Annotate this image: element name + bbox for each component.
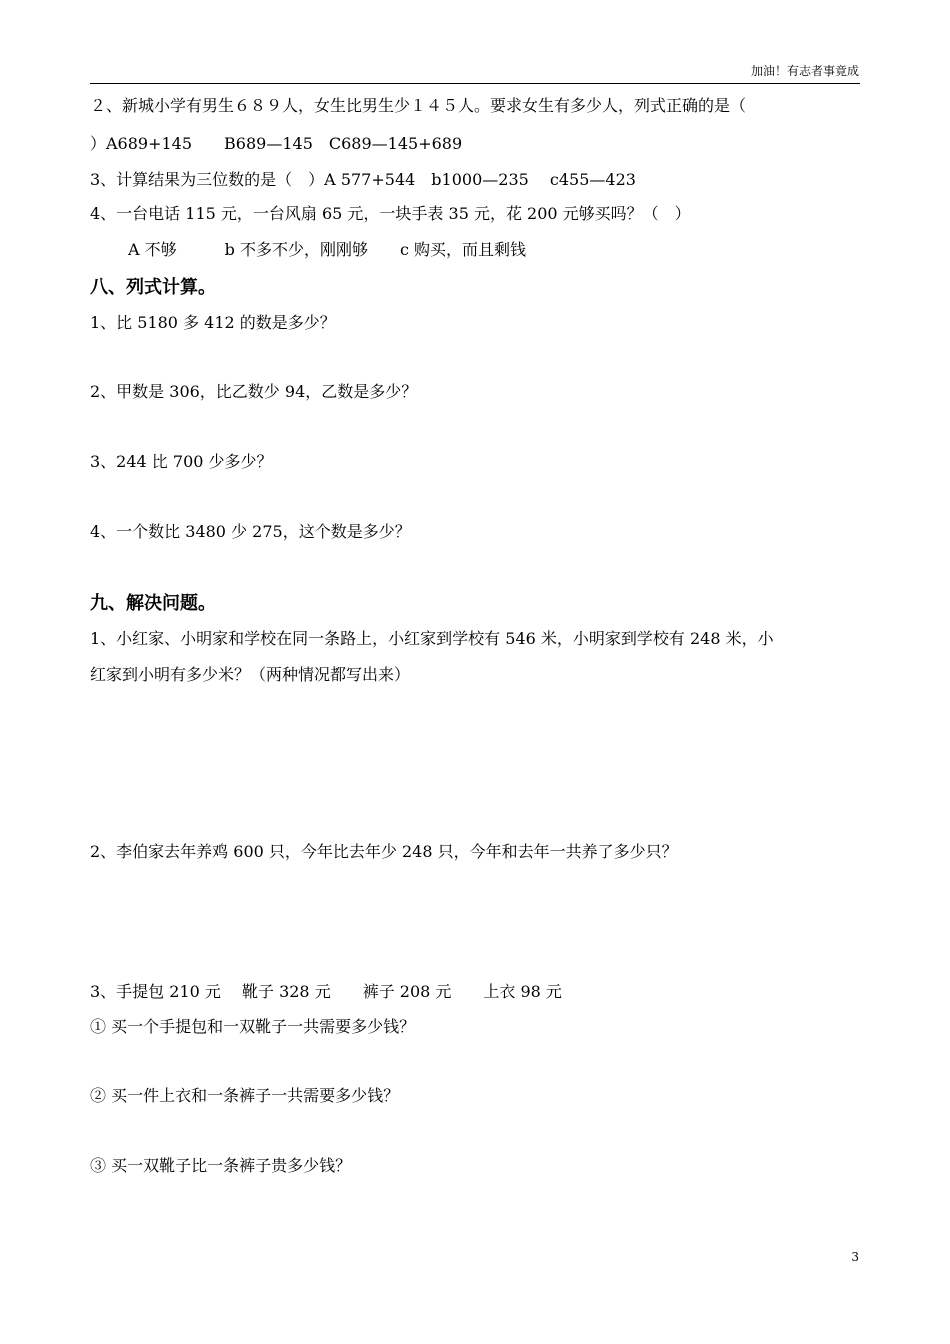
- header-divider: [90, 83, 860, 84]
- question-3: 3、计算结果为三位数的是（ ）A 577+544 b1000—235 c455—423: [90, 170, 636, 189]
- section-9-question-2: 2、李伯家去年养鸡 600 只，今年比去年少 248 只，今年和去年一共养了多少只？: [90, 842, 678, 861]
- section-8-question-2: 2、甲数是 306，比乙数少 94，乙数是多少？: [90, 382, 418, 401]
- question-4-options: A 不够 b 不多不少，刚刚够 c 购买，而且剩钱: [128, 240, 527, 259]
- question-4: 4、一台电话 115 元，一台风扇 65 元，一块手表 35 元，花 200 元够买吗？（ ）: [90, 204, 691, 223]
- question-2-line-1: ２、新城小学有男生６８９人，女生比男生少１４５人。要求女生有多少人，列式正确的是（: [90, 96, 747, 115]
- section-9-question-3-sub-2: ② 买一件上衣和一条裤子一共需要多少钱？: [90, 1086, 400, 1105]
- section-9-question-1-line-2: 红家到小明有多少米？（两种情况都写出来）: [90, 665, 411, 684]
- page-number: 3: [851, 1250, 859, 1264]
- section-9-question-3-sub-1: ① 买一个手提包和一双靴子一共需要多少钱？: [90, 1017, 416, 1036]
- section-9-title: 九、解决问题。: [90, 593, 216, 614]
- header-motto: 加油！有志者事竟成: [750, 64, 859, 78]
- section-8-question-3: 3、244 比 700 少多少？: [90, 452, 273, 471]
- section-9-question-3-sub-3: ③ 买一双靴子比一条裤子贵多少钱？: [90, 1156, 352, 1175]
- section-8-question-4: 4、一个数比 3480 少 275，这个数是多少？: [90, 522, 411, 541]
- section-9-question-1-line-1: 1、小红家、小明家和学校在同一条路上，小红家到学校有 546 米，小明家到学校有 248 米，小: [90, 629, 774, 648]
- section-9-question-3: 3、手提包 210 元 靴子 328 元 裤子 208 元 上衣 98 元: [90, 982, 562, 1001]
- question-2-line-2: ）A689+145 B689—145 C689—145+689: [90, 134, 463, 153]
- section-8-title: 八、列式计算。: [90, 277, 216, 298]
- section-8-question-1: 1、比 5180 多 412 的数是多少？: [90, 313, 336, 332]
